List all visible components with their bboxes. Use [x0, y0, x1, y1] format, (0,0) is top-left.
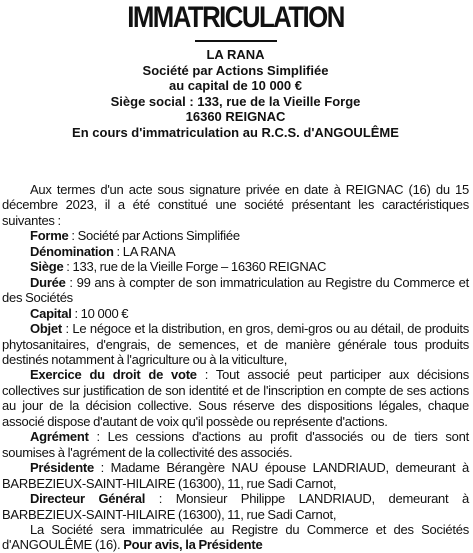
- denomination-label: Dénomination: [30, 243, 114, 259]
- directeur-value: : Monsieur Philippe LANDRIAUD, demeurant à BARBEZIEUX-SAINT-HILAIRE (16300), 11, rue Sadi Carnot,: [2, 491, 469, 522]
- vote-value: : Tout associé peut participer aux décisions collectives sur justification de son identité et de l'inscription en compte de ses actions au jour de la décision collective. Sous réserve des dispositions légales, chaque associé dispose d'autant de voix qu'il possède ou représente d'actions.: [2, 367, 470, 429]
- closing-text: La Société sera immatriculée au Registre du Commerce et des Sociétés d'ANGOULÊME (16).: [2, 521, 469, 553]
- signature: Pour avis, la Présidente: [123, 537, 263, 553]
- notice-body: [2, 182, 469, 553]
- agrement-label: Agrément: [30, 429, 89, 445]
- agrement-value: : Les cessions d'actions au profit d'associés ou de tiers sont soumises à l'agrément de la collectivité des associés.: [2, 429, 469, 460]
- agrement-paragraph: [2, 429, 469, 460]
- objet-value: : Le négoce et la distribution, en gros, demi-gros ou au détail, de produits phytosanitaires, d'engrais, de semences, et de manière générale tous produits destinés notamment à l'agriculture ou à la viticulture,: [2, 321, 469, 367]
- duree-label: Durée: [30, 274, 66, 290]
- directeur-paragraph: [2, 491, 469, 522]
- capital-value: : 10 000 €: [71, 305, 129, 321]
- notice-title: IMMATRICULATION: [127, 1, 344, 34]
- denomination-paragraph: [2, 244, 469, 259]
- vote-paragraph: [2, 367, 469, 429]
- company-header: [2, 47, 469, 140]
- duree-paragraph: [2, 275, 469, 306]
- company-form: Société par Actions Simplifiée: [142, 62, 329, 78]
- presidente-value: : Madame Bérangère NAU épouse LANDRIAUD, demeurant à BARBEZIEUX-SAINT-HILAIRE (16300), 11, rue Sadi Carnot,: [2, 460, 469, 491]
- denomination-value: : LA RANA: [113, 243, 176, 259]
- vote-label: Exercice du droit de vote: [30, 367, 197, 383]
- company-capital: au capital de 10 000 €: [169, 78, 302, 93]
- duree-value: : 99 ans à compter de son immatriculation au Registre du Commerce et des Sociétés: [2, 274, 469, 306]
- company-seat: Siège social : 133, rue de la Vieille Forge: [110, 93, 361, 109]
- objet-paragraph: [2, 321, 469, 367]
- title-divider: [195, 40, 277, 42]
- forme-label: Forme: [30, 228, 69, 244]
- company-name: LA RANA: [206, 47, 265, 62]
- closing-paragraph: [2, 522, 469, 553]
- siege-label: Siège: [30, 259, 64, 275]
- forme-paragraph: [2, 228, 469, 243]
- company-registration: En cours d'immatriculation au R.C.S. d'ANGOULÊME: [72, 124, 399, 140]
- presidente-label: Présidente: [30, 460, 94, 476]
- company-city: 16360 REIGNAC: [185, 109, 286, 124]
- siege-paragraph: [2, 259, 469, 274]
- presidente-paragraph: [2, 460, 469, 491]
- siege-value: : 133, rue de la Vieille Forge – 16360 REIGNAC: [63, 259, 327, 275]
- directeur-label: Directeur Général: [30, 491, 146, 507]
- forme-value: : Société par Actions Simplifiée: [68, 228, 240, 244]
- capital-label: Capital: [30, 305, 72, 321]
- capital-paragraph: [2, 306, 469, 321]
- intro-paragraph: Aux termes d'un acte sous signature privée en date à REIGNAC (16) du 15 décembre 2023, il a été constitué une société présentant les caractéristiques suivantes :: [2, 182, 469, 228]
- legal-notice: [2, 0, 469, 553]
- objet-label: Objet: [30, 321, 62, 337]
